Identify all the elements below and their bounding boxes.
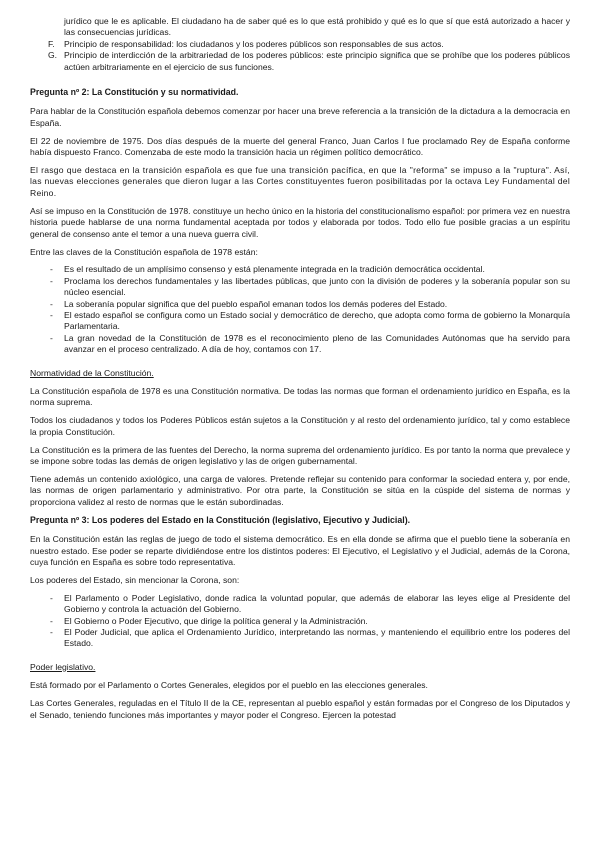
paragraph: Tiene además un contenido axiológico, una carga de valores. Pretende reflejar su contenido para conformar la sociedad entera y, por ende, las normas de origen parlamentario y administrativo. Por otra parte, la Constitución se sitúa en la cúspide del sistema de normas y proporciona validez al resto de normas que le están subordinadas. bbox=[30, 474, 570, 507]
list-item-text: El Gobierno o Poder Ejecutivo, que dirige la política general y la Administración. bbox=[64, 615, 368, 626]
paragraph: Así se impuso en la Constitución de 1978. constituye un hecho único en la historia del constitucionalismo español: por primera vez en nuestra historia puede hablarse de una norma fundamental aceptada por todos y elaborada por todos. Todo ello fue posible gracias a un espíritu general de consenso ante el temor a una nueva guerra civil. bbox=[30, 205, 570, 239]
list-marker: - bbox=[50, 332, 53, 343]
paragraph: El 22 de noviembre de 1975. Dos días después de la muerte del general Franco, Juan Carlos I fue proclamado Rey de España conforme había dispuesto Franco. Comenzaba de este modo la transición hacia un régimen político democrático. bbox=[30, 135, 570, 158]
list-item bbox=[30, 333, 570, 356]
principles-list bbox=[30, 39, 570, 73]
paragraph: Para hablar de la Constitución española debemos comenzar por hacer una breve referencia a la transición de la dictadura a la democracia en España. bbox=[30, 106, 570, 128]
paragraph: En la Constitución están las reglas de juego de todo el sistema democrático. Es en ella donde se afirma que el pueblo tiene la soberanía en nuestro estado. Ese poder se reparte dividiéndose entre los distintos poderes: El Ejecutivo, el Legislativo y el Judicial, además de la Corona, cuya función en España es sobre todo representativa. bbox=[30, 534, 570, 567]
list-marker: - bbox=[50, 626, 53, 637]
paragraph: La Constitución es la primera de las fuentes del Derecho, la norma suprema del ordenamiento jurídico. Es por tanto la norma que prevalece y se impone sobre todas las demás de origen legislativo y las de origen gubernamental. bbox=[30, 444, 570, 467]
normatividad-subheading: Normatividad de la Constitución. bbox=[30, 367, 154, 378]
list-item bbox=[30, 276, 570, 299]
legislativo-subheading: Poder legislativo. bbox=[30, 661, 96, 672]
paragraph: Todos los ciudadanos y todos los Poderes Públicos están sujetos a la Constitución y al resto del ordenamiento jurídico, tal y como establece la propia Constitución. bbox=[30, 415, 570, 437]
list-item-text: Principio de responsabilidad: los ciudadanos y los poderes públicos son responsables de sus actos. bbox=[64, 38, 444, 49]
paragraph: Está formado por el Parlamento o Cortes Generales, elegidos por el pueblo en las elecciones generales. bbox=[30, 680, 428, 691]
list-item bbox=[30, 627, 570, 650]
list-item-text: La soberanía popular significa que del pueblo español emanan todos los demás poderes del Estado. bbox=[64, 298, 448, 309]
list-item bbox=[30, 310, 570, 333]
list-item bbox=[30, 39, 570, 50]
paragraph: La Constitución española de 1978 es una Constitución normativa. De todas las normas que forman el ordenamiento jurídico en España, es la norma suprema. bbox=[30, 386, 570, 408]
list-marker: - bbox=[50, 615, 53, 626]
continuation-paragraph: jurídico que le es aplicable. El ciudadano ha de saber qué es lo que está prohibido y qué es lo que sí que está autorizado a hacer y las consecuencias jurídicas. bbox=[64, 16, 570, 38]
list-item bbox=[30, 616, 570, 627]
list-item-text: Es el resultado de un amplísimo consenso y está plenamente integrada en la tradición democrática occidental. bbox=[64, 264, 485, 275]
list-marker: F. bbox=[48, 38, 55, 49]
question-3-heading: Pregunta nº 3: Los poderes del Estado en la Constitución (legislativo, Ejecutivo y Judicial). bbox=[30, 514, 411, 525]
list-item-text: Proclama los derechos fundamentales y las libertades públicas, que junto con la división de poderes y la soberanía popular son su núcleo esencial. bbox=[64, 275, 570, 298]
list-item-text: La gran novedad de la Constitución de 1978 es el reconocimiento pleno de las Comunidades Autónomas que ha servido para avanzar en el proceso centralizado. A día de hoy, contamos con 17. bbox=[64, 332, 570, 355]
state-powers-list bbox=[30, 593, 570, 650]
list-item bbox=[30, 299, 570, 310]
paragraph: Entre las claves de la Constitución española de 1978 están: bbox=[30, 246, 258, 257]
paragraph: El rasgo que destaca en la transición española es que fue una transición pacífica, en que la "reforma" se impuso a la "ruptura". Así, las nuevas elecciones generales que dieron lugar a las Cortes constituyentes fueron posibilitadas por la octava Ley Fundamental del Reino. bbox=[30, 165, 570, 198]
constitution-keys-list bbox=[30, 264, 570, 355]
paragraph: Las Cortes Generales, reguladas en el Título II de la CE, representan al pueblo español y están formadas por el Congreso de los Diputados y el Senado, teniendo funciones más importantes y mayor poder el Congreso. Ejercen la potestad bbox=[30, 698, 570, 720]
list-item-text: El Poder Judicial, que aplica el Ordenamiento Jurídico, interpretando las normas, y manteniendo el equilibrio entre los poderes del Estado. bbox=[64, 626, 570, 649]
list-item-text: El Parlamento o Poder Legislativo, donde radica la voluntad popular, que además de elaborar las leyes elige al Presidente del Gobierno y controla la actuación del Gobierno. bbox=[64, 592, 570, 615]
list-marker: - bbox=[50, 592, 53, 603]
list-item bbox=[30, 593, 570, 616]
question-2-heading: Pregunta nº 2: La Constitución y su normatividad. bbox=[30, 87, 239, 98]
list-marker: - bbox=[50, 310, 53, 321]
list-item bbox=[30, 50, 570, 73]
list-item-text: El estado español se configura como un Estado social y democrático de derecho, que adopta como forma de gobierno la Monarquía Parlamentaria. bbox=[64, 310, 570, 332]
list-marker: - bbox=[50, 264, 53, 275]
list-item-text: Principio de interdicción de la arbitrariedad de los poderes públicos: este principio significa que se prohíbe que los poderes públicos actúen arbitrariamente en el ejercicio de sus funciones. bbox=[64, 50, 570, 72]
list-marker: G. bbox=[48, 50, 58, 61]
list-marker: - bbox=[50, 275, 53, 286]
list-marker: - bbox=[50, 298, 53, 309]
paragraph: Los poderes del Estado, sin mencionar la Corona, son: bbox=[30, 574, 240, 585]
list-item bbox=[30, 264, 570, 275]
